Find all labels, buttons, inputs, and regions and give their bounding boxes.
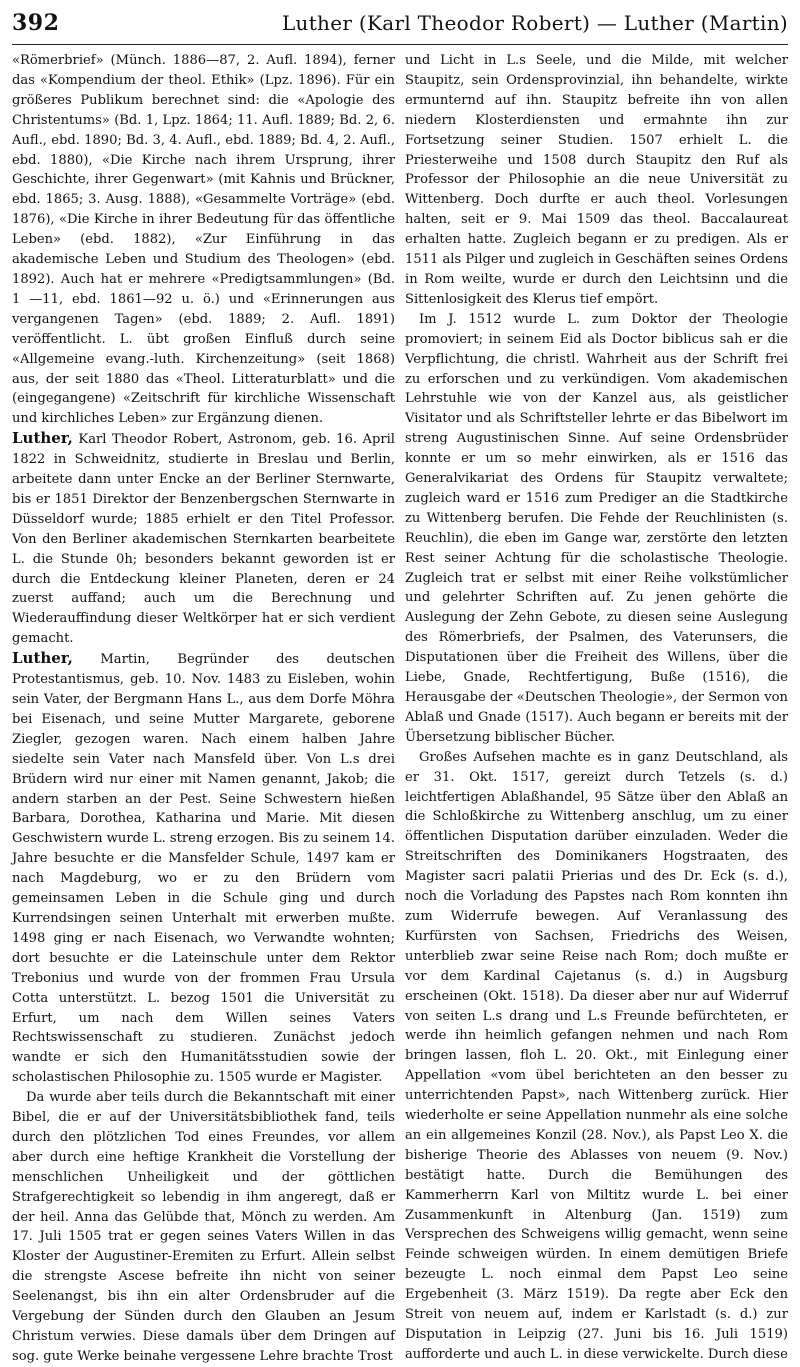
- right-column: [405, 51, 788, 1367]
- entry-text: Martin, Begründer des deutschen Protestantismus, geb. 10. Nov. 1483 zu Eisleben, wohin sein Vater, der Bergmann Hans L., aus dem Dorfe Möhra bei Eisenach, und seine Mutter Margarete, geborene Ziegler, gezogen waren. Nach einem halben Jahre siedelte sein Vater nach Mansfeld über. Von L.s drei Brüdern wird nur einer mit Namen genannt, Jakob; die andern starben an der Pest. Seine Schwestern hießen Barbara, Dorothea, Katharina und Marie. Mit diesen Geschwistern wurde L. streng erzogen. Bis zu seinem 14. Jahre besuchte er die Mansfelder Schule, 1497 kam er nach Magdeburg, wo er zu den Brüdern vom gemeinsamen Leben in die Schule ging und durch Kurrendsingen seinen Unterhalt mit erwerben mußte. 1498 ging er nach Eisenach, wo Verwandte wohnten; dort besuchte er die Lateinschule unter dem Rektor Trebonius und wurde von der frommen Frau Ursula Cotta unterstützt. L. bezog 1501 die Universität zu Erfurt, um nach dem Willen seines Vaters Rechtswissenschaft zu studieren. Zunächst jedoch wandte er sich den Humanitätsstudien sowie der scholastischen Philosophie zu. 1505 wurde er Magister.: [12, 652, 395, 1086]
- right-paragraph-3: Großes Aufsehen machte es in ganz Deutschland, als er 31. Okt. 1517, gereizt durch Tetzels (s. d.) leichtfertigen Ablaßhandel, 95 Sätze über den Ablaß an die Schloßkirche zu Wittenberg anschlug, um zu einer öffentlichen Disputation darüber einzuladen. Weder die Streitschriften des Dominikaners Hogstraaten, des Magister sacri palatii Prierias und des Dr. Eck (s. d.), noch die Vorladung des Papstes nach Rom konnten ihn zum Widerrufe bewegen. Auf Veranlassung des Kurfürsten von Sachsen, Friedrichs des Weisen, unterblieb zwar seine Reise nach Rom; doch mußte er vor dem Kardinal Cajetanus (s. d.) in Augsburg erscheinen (Okt. 1518). Da dieser aber nur auf Widerruf von seiten L.s drang und L.s Freunde befürchteten, er werde ihn heimlich gefangen nehmen und nach Rom bringen lassen, floh L. 20. Okt., mit Einlegung einer Appellation «vom übel berichteten an den besser zu unterrichtenden Papst», nach Wittenberg zurück. Hier wiederholte er seine Appellation nunmehr als eine solche an ein allgemeines Konzil (28. Nov.), als Papst Leo X. die bisherige Theorie des Ablasses von neuem (9. Nov.) bestätigt hatte. Durch die Bemühungen des Kammerherrn Karl von Miltitz wurde L. bei einer Zusammenkunft in Altenburg (Jan. 1519) zum Versprechen des Schweigens willig gemacht, wenn seine Feinde schweigen würden. In einem demütigen Briefe bezeugte L. noch einmal dem Papst Leo seine Ergebenheit (3. März 1519). Da regte aber Eck den Streit von neuem auf, indem er Karlstadt (s. d.) zur Disputation in Leipzig (27. Juni bis 16. Juli 1519) aufforderte und auch L. in diese verwickelte. Durch diese: [405, 749, 788, 1362]
- right-paragraph-1: und Licht in L.s Seele, und die Milde, mit welcher Staupitz, sein Ordensprovinzial, ihn behandelte, wirkte ermunternd auf ihn. Staupitz befreite ihn von allen niedern Klosterdiensten und ermahnte ihn zur Fortsetzung seiner Studien. 1507 erhielt L. die Priesterweihe und 1508 durch Staupitz den Ruf als Professor der Philosophie an die neue Universität zu Wittenberg. Doch durfte er auch theol. Vorlesungen halten, seit er 9. Mai 1509 das theol. Baccalaureat erhalten hatte. Zugleich begann er zu predigen. Als er 1511 als Pilger und zugleich in Geschäften seines Ordens in Rom weilte, wurde er durch den Leichtsinn und die Sittenlosigkeit des Klerus tief empört.: [405, 53, 789, 307]
- running-head: Luther (Karl Theodor Robert) — Luther (Martin): [281, 11, 788, 35]
- entry-luther-karl: [12, 429, 395, 649]
- right-paragraph-2: Im J. 1512 wurde L. zum Doktor der Theologie promoviert; in seinem Eid als Doctor biblicus sah er die Verpflichtung, die christl. Wahrheit aus der Schrift frei zu erforschen und zu verkündigen. Vom akademischen Lehrstuhle wie von der Kanzel aus, als geistlicher Visitator und als Schriftsteller lehrte er das Bibelwort im streng Augustinischen Sinne. Auf seine Ordensbrüder konnte er um so mehr einwirken, als er 1516 das Generalvikariat des Ordens für Staupitz verwaltete; zugleich ward er 1516 zum Prediger an die Stadtkirche zu Wittenberg berufen. Die Fehde der Reuchlinisten (s. Reuchlin), die eben im Gange war, zerstörte den letzten Rest seiner Achtung für die scholastische Theologie. Zugleich trat er selbst mit einer Reihe volkstümlicher und gelehrter Schriften auf. Zu jenen gehörte die Auslegung der Zehn Gebote, zu diesen seine Auslegung des Römerbriefs, der Psalmen, des Vaterunsers, die Disputationen über die Freiheit des Willens, über die Liebe, Gnade, Rechtfertigung, Buße (1516), die Herausgabe der «Deutschen Theologie», der Sermon von Ablaß und Gnade (1517). Auch begann er bereits mit der Übersetzung biblischer Bücher.: [405, 311, 788, 745]
- left-paragraph-1: «Römerbrief» (Münch. 1886—87, 2. Aufl. 1894), ferner das «Kompendium der theol. Ethik» (Lpz. 1896). Für ein größeres Publikum berechnet sind: die «Apologie des Christentums» (Bd. 1, Lpz. 1864; 11. Aufl. 1889; Bd. 2, 6. Aufl., ebd. 1890; Bd. 3, 4. Aufl., ebd. 1889; Bd. 4, 2. Aufl., ebd. 1880), «Die Kirche nach ihrem Ursprung, ihrer Geschichte, ihrer Gegenwart» (mit Kahnis und Brückner, ebd. 1865; 3. Ausg. 1888), «Gesammelte Vorträge» (ebd. 1876), «Die Kirche in ihrer Bedeutung für das öffentliche Leben» (ebd. 1882), «Zur Einführung in das akademische Leben und Studium des Theologen» (ebd. 1892). Auch hat er mehrere «Predigtsammlungen» (Bd. 1 —11, ebd. 1861—92 u. ö.) und «Erinnerungen aus vergangenen Tagen» (ebd. 1889; 2. Aufl. 1891) veröffentlicht. L. übt großen Einfluß durch seine «Allgemeine evang.-luth. Kirchenzeitung» (seit 1868) aus, der seit 1880 das «Theol. Litteraturblatt» und die (eingegangene) «Zeitschrift für kirchliche Wissenschaft und kirchliches Leben» zur Ergänzung dienen.: [12, 53, 395, 427]
- text-columns: [12, 51, 788, 1367]
- entry-luther-martin: [12, 649, 395, 1088]
- left-column: [12, 51, 395, 1367]
- entry-text: Karl Theodor Robert, Astronom, geb. 16. April 1822 in Schweidnitz, studierte in Breslau und Berlin, arbeitete dann unter Encke an der Berliner Sternwarte, bis er 1851 Direktor der Benzenbergschen Sternwarte in Düsseldorf wurde; 1885 erhielt er den Titel Professor. Von den Berliner akademischen Sternkarten bearbeitete L. die Stunde 0h; besonders bekannt geworden ist er durch die Entdeckung kleiner Planeten, deren er 24 zuerst auffand; auch um die Berechnung und Wiederauffindung dieser Weltkörper hat er sich verdient gemacht.: [12, 432, 395, 647]
- left-paragraph-4: Da wurde aber teils durch die Bekanntschaft mit einer Bibel, die er auf der Universitätsbibliothek fand, teils durch den plötzlichen Tod eines Freundes, vor allem aber durch eine heftige Krankheit die Vorstellung der menschlichen Unheiligkeit und der göttlichen Strafgerechtigkeit so lebendig in ihm angeregt, daß er der heil. Anna das Gelübde that, Mönch zu werden. Am 17. Juli 1505 trat er gegen seines Vaters Willen in das Kloster der Augustiner-Eremiten zu Erfurt. Allein selbst die strengste Ascese befreite ihn nicht von seiner Seelenangst, bis ihn ein alter Ordensbruder auf die Vergebung der Sünden durch den Glauben an Jesum Christum verwies. Diese damals über dem Dringen auf sog. gute Werke beinahe vergessene Lehre brachte Trost: [12, 1090, 395, 1364]
- entry-lemma: Luther,: [12, 649, 73, 668]
- page-header: [12, 10, 788, 45]
- entry-lemma: Luther,: [12, 429, 73, 448]
- page-number: 392: [12, 10, 60, 36]
